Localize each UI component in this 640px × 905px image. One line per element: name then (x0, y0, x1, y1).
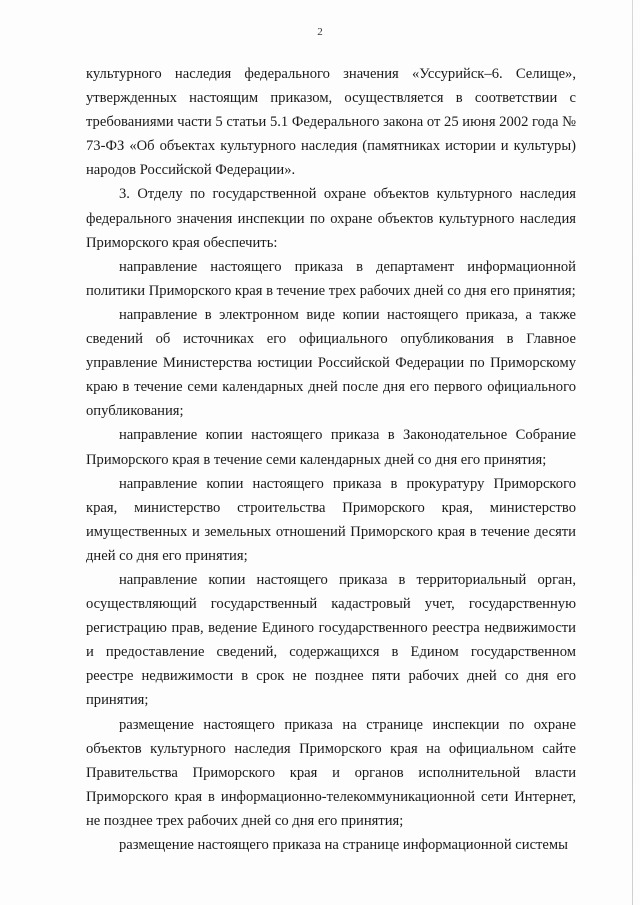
paragraph-prosecutor: направление копии настоящего приказа в прокуратуру Приморского края, министерство строительства Приморского края, министерство имущественных и земельных отношений Приморского края в течение десяти дней со дня его принятия; (86, 475, 576, 564)
paragraph-ministry-justice: направление в электронном виде копии настоящего приказа, а также сведений об источниках его официального опубликования в Главное управление Министерства юстиции Российской Федерации по Приморскому краю в течение семи календарных дней после дня его первого официального опубликования; (86, 306, 576, 420)
paragraph-website: размещение настоящего приказа на странице инспекции по охране объектов культурного наследия Приморского края на официальном сайте Правительства Приморского края и органов исполнительной власти Приморского края в информационно-телекоммуникационной сети Интернет, не позднее трех рабочих дней со дня его принятия; (86, 716, 576, 829)
paragraph-continuation: культурного наследия федерального значения «Уссурийск–6. Селище», утвержденных настоящим приказом, осуществляется в соответствии с требованиями части 5 статьи 5.1 Федерального закона от 25 июня 2002 года № 73-ФЗ «Об объектах культурного наследия (памятниках истории и культуры) народов Российской Федерации». (86, 66, 576, 179)
paragraph-info-policy: направление настоящего приказа в департамент информационной политики Приморского края в течение трех рабочих дней со дня его принятия; (86, 258, 576, 299)
page-number: 2 (317, 26, 323, 38)
scan-edge-line (632, 0, 633, 905)
document-body (86, 62, 576, 857)
paragraph-info-system: размещение настоящего приказа на странице информационной системы (119, 837, 568, 853)
paragraph-cadastral: направление копии настоящего приказа в территориальный орган, осуществляющий государственный кадастровый учет, государственную регистрацию прав, ведение Единого государственного реестра недвижимости и предоставление сведений, содержащихся в Едином государственном реестре недвижимости в срок не позднее пяти рабочих дней со дня его принятия; (86, 571, 576, 709)
paragraph-legislative-assembly: направление копии настоящего приказа в Законодательное Собрание Приморского края в течение семи календарных дней со дня его принятия; (86, 427, 576, 468)
paragraph-item-3: 3. Отделу по государственной охране объектов культурного наследия федерального значения инспекции по охране объектов культурного наследия Приморского края обеспечить: (86, 186, 576, 251)
